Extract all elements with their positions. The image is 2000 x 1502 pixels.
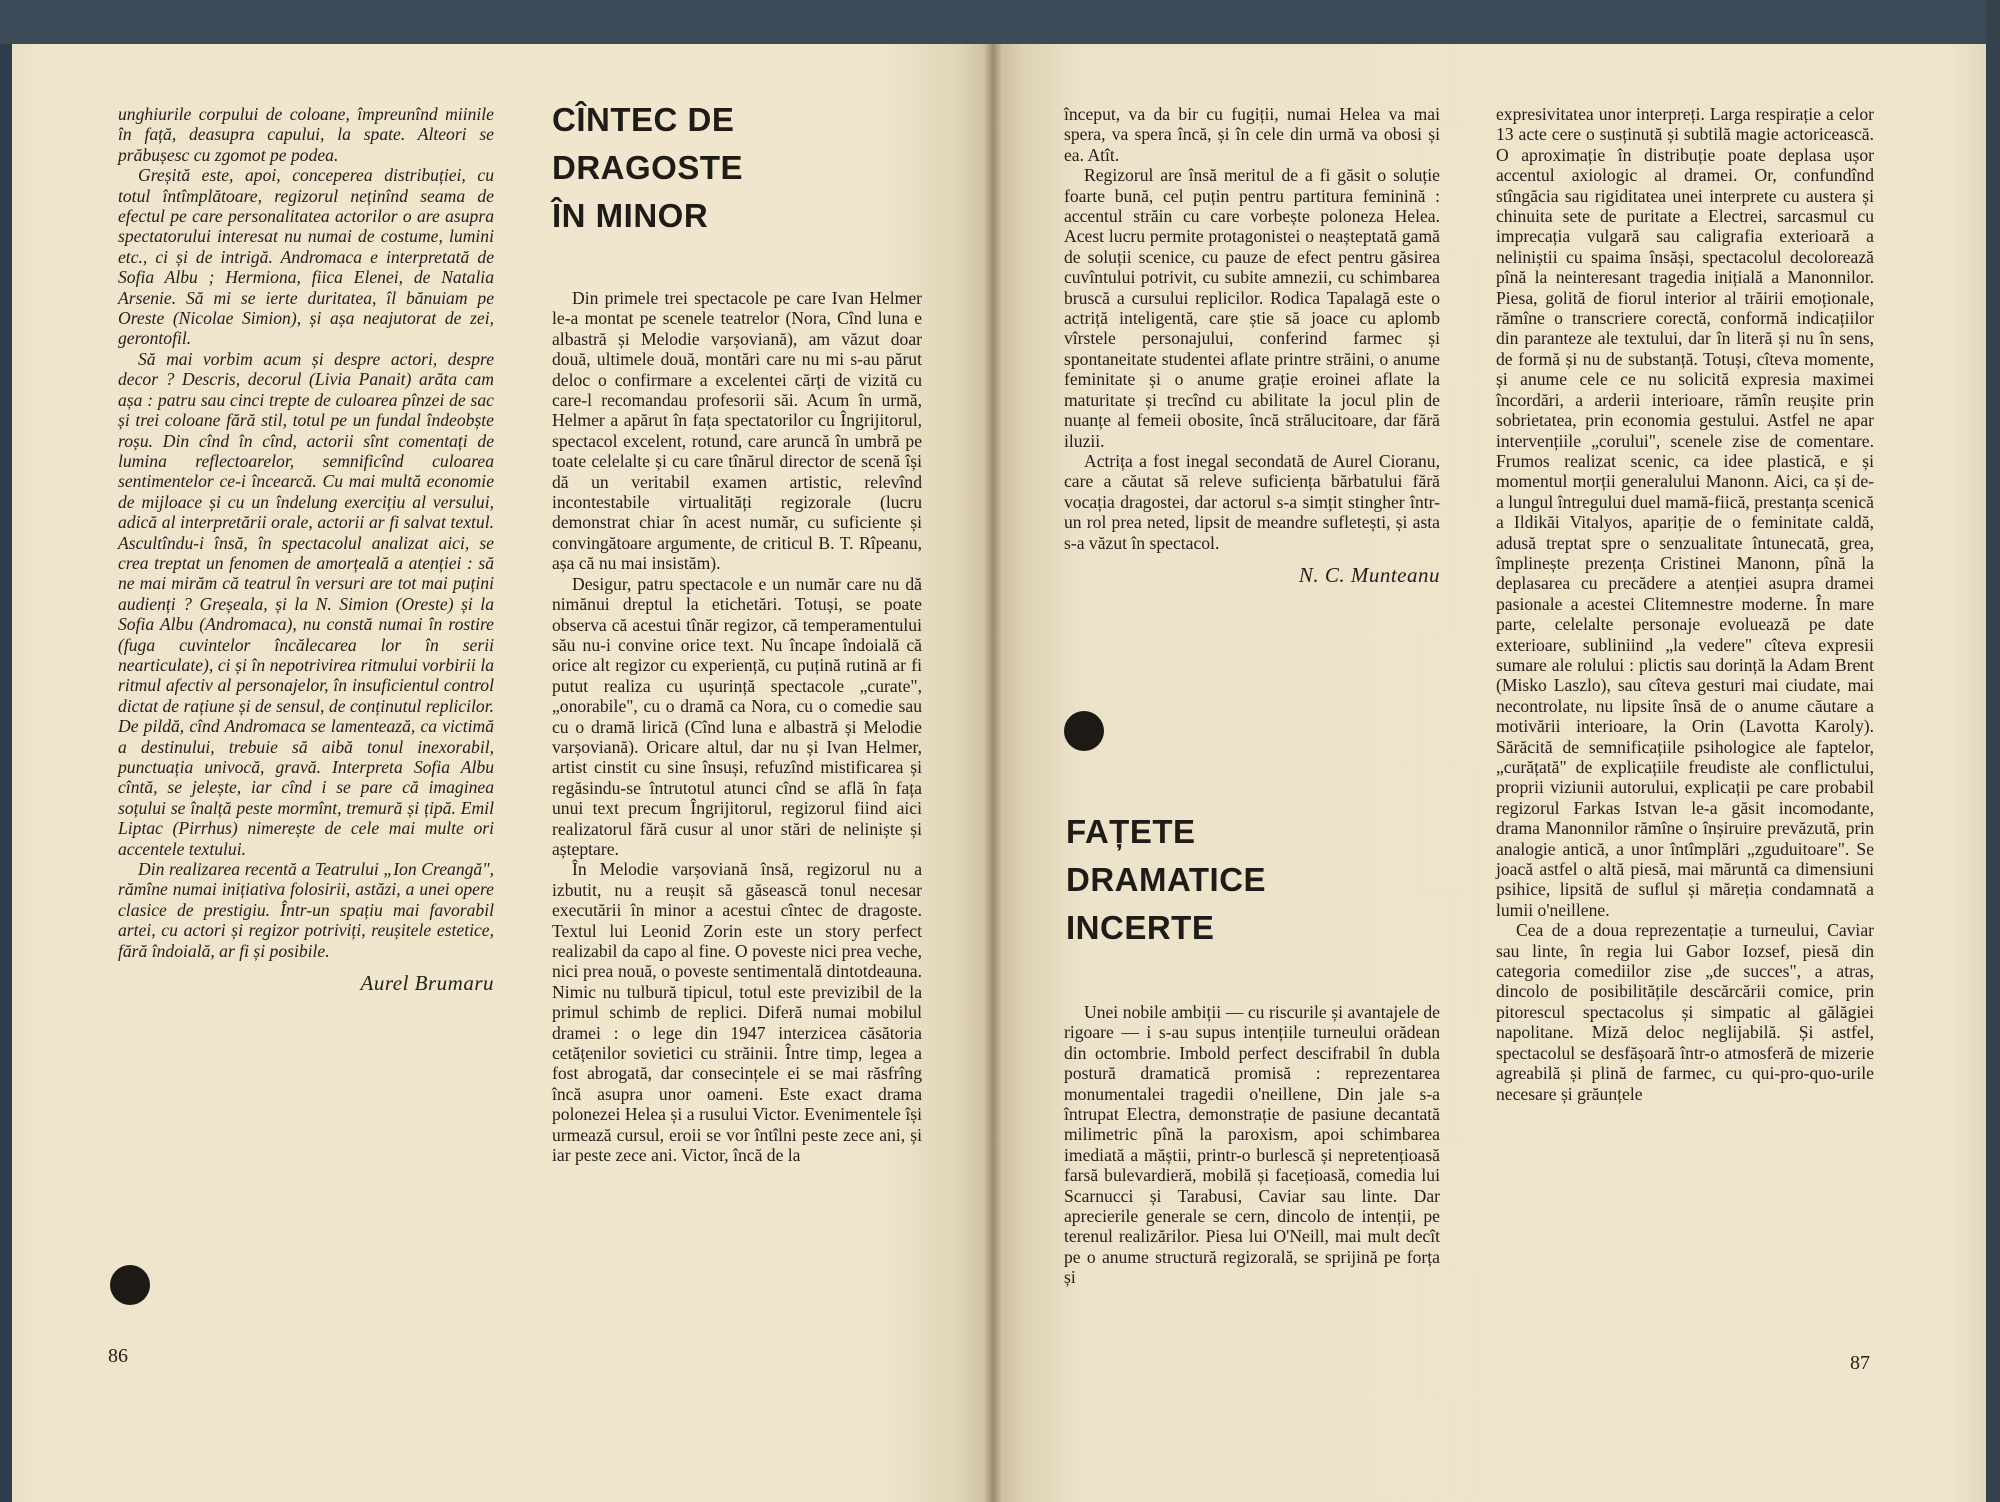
paragraph: Greșită este, apoi, conceperea distribuției, cu totul întîmplătoare, regizorul neținînd seama de efectul pe care personalitatea actorilor o are asupra spectatorului interesat nu numai de costume, lumini etc., ci și de intrigă. Andromaca e interpretată de Sofia Albu ; Hermiona, fiica Elenei, de Natalia Arsenie. Să mi se ierte duritatea, îl bănuiam pe Oreste (Nicolae Simion), și așa neajutorat de zei, gerontofil. [118,165,494,349]
paragraph: Din primele trei spectacole pe care Ivan Helmer le-a montat pe scenele teatrelor (Nora, Cînd luna e albastră și Melodie varșoviană), am văzut doar două, ultimele două, montări care nu mi s-au părut deloc o confirmare a excelentei cărți de vizită cu care-l recomandau profesorii săi. Acum în urmă, Helmer a apărut în fața spectatorilor cu Îngrijitorul, spectacol excelent, rotund, care aruncă în umbră pe toate celelalte și cu care tînărul director de scenă își dă un veritabil examen artistic, relevînd incontestabile virtualități regizorale (lucru demonstrat chiar în acest număr, cu suficiente și convingătoare argumente, de criticul B. T. Rîpeanu, așa că nu mai insistăm). [552,288,922,574]
paragraph: unghiurile corpului de coloane, împreunînd miinile în față, deasupra capului, la spate. Alteori se prăbușesc cu zgomot pe podea. [118,104,494,165]
book-cover-right-edge [1986,0,2000,1502]
left-column-1 [118,104,494,996]
paragraph: Unei nobile ambiții — cu riscurile și avantajele de rigoare — i s-au supus intențiile turneului orădean din octombrie. Imbold perfect descifrabil în dubla postură dramatică promisă : reprezentarea monumentalei tragedii o'neillene, Din jale s-a întrupat Electra, demonstrație de pasiune decantată milimetric pînă la paroxism, apoi schimbarea imediată a măștii, printr-o burlescă și nepretențioasă farsă bulevardieră, mobilă și facețioasă, comedia lui Scarnucci și Tarabusi, Caviar sau linte. Dar aprecierile generale se cern, dincolo de intenții, pe terenul realizărilor. Piesa lui O'Neill, mai mult decît pe o anume structură regizorală, se sprijină pe forța și [1064,1002,1440,1288]
page-number-right: 87 [1850,1352,1870,1374]
right-column-1-article3 [1064,1002,1440,1288]
paragraph: Cea de a doua reprezentație a turneului, Caviar sau linte, în regia lui Gabor Iozsef, piesă din categoria comediilor zise „de succes", a atras, dincolo de posibilitățile descărcării comice, prin pitorescul spectacolus și simpatic al gălăgiei napolitane. Miză deloc neglijabilă. Și astfel, spectacolul se desfășoară într-o atmosferă de mizerie agreabilă și plină de farmec, cu qui-pro-quo-urile necesare și grăunțele [1496,920,1874,1104]
headline-line: INCERTE [1066,909,1215,946]
article-headline-cintec [552,96,743,240]
book-cover-left-edge [0,44,12,1502]
paragraph: Desigur, patru spectacole e un număr care nu dă nimănui dreptul la etichetări. Totuși, se poate observa că acestui tînăr regizor, că temperamentului său nu-i convine orice text. Nu încape îndoială că orice alt regizor cu experiență, cu puțină rutină ar fi putut realiza cu ușurință spectacole „curate", „onorabile", cu o dramă ca Nora, cu o comedie sau cu o dramă lirică (Cînd luna e albastră și Melodie varșoviană). Oricare altul, dar nu și Ivan Helmer, artist cinstit cu sine însuși, refuzînd mistificarea și regăsindu-se întrutotul atunci cînd se află în fața unui text precum Îngrijitorul, regizorul fiind aici realizatorul fără cusur al unor stări de neliniște și așteptare. [552,573,922,859]
paragraph: Actrița a fost inegal secondată de Aurel Cioranu, care a căutat să releve suficiența bărbatului fără vocația dragostei, dar actorul s-a simțit stingher într-un rol prea neted, lipsit de meandre sufletești, și asta s-a văzut în spectacol. [1064,450,1440,553]
paragraph: început, va da bir cu fugiții, numai Helea va mai spera, va spera încă, și în cele din urmă va obosi și ea. Atît. [1064,104,1440,165]
headline-line: DRAMATICE [1066,861,1267,898]
author-signature: N. C. Munteanu [1298,562,1440,587]
paragraph: expresivitatea unor interpreți. Larga respirație a celor 13 acte cere o susținută și subtilă magie actoricească. O aproximație în distribuție poate deplasa ușor accentul axiologic al dramei. Or, confundînd stîngăcia sau rigiditatea unei interprete cu austera și chinuita sete de puritate a Electrei, sarcasmul cu imprecația vulgară sau caligrafia exterioară a neliniștii cu spaima însăși, spectacolul decolorează pînă la neinteresant tragedia inițială a Manonnilor. Piesa, golită de fiorul interior al trăirii emoționale, rămîne o transcriere corectă, conformă indicațiilor din paranteze ale textului, dar în literă și nu în sens, de formă și nu de substanță. Totuși, cîteva momente, și anume cele ce nu solicită expresia maximei încordări, a arderii interioare, rămîn reușite prin sobrietatea, prin economia gestului. Astfel ne apar intervențiile „corului", scenele zise de comentare. Frumos realizat scenic, ca idee plastică, e și momentul morții generalului Manonn. Aici, ca și de-a lungul întregului duel mamă-fiică, prestanța scenică a Ildikăi Vitalyos, apariție de o feminitate caldă, adusă treptat spre o senzualitate întunecată, grea, împlinește prezența Cristinei Manonn, pînă la deplasarea cu precădere a atenției asupra dramei pasionale a acestei Clitemnestre moderne. În mare parte, celelalte personaje evoluează pe date exterioare, subliniind „la vedere" cîteva expresii sumare ale rolului : plictis sau dorință la Adam Brent (Misko Laszlo), sau cîteva gesturi mai ciudate, mai necontrolate, nu lipsite însă de o anume căutare a motivării interioare, la Orin (Lavotta Karoly). Sărăcită de semnificațiile psihologice ale faptelor, „curățată" de explicațiile freudiste ale conflictului, proprii viziunii autorului, explicații pe care probabil regizorul Farkas Istvan le-a găsit incomodante, drama Manonnilor rămîne o înșiruire prevăzută, prin analogie antică, a unor întîmplări „zguduitoare". Se joacă astfel o altă piesă, mai măruntă ca dimensiuni psihice, lipsită de suflul și măreția condamnată a lumii o'neillene. [1496,104,1874,920]
book-cover-top-edge [0,0,2000,44]
paragraph: Din realizarea recentă a Teatrului „Ion Creangă", rămîne numai inițiativa folosirii, astăzi, a unei opere clasice de prestigiu. Într-un spațiu mai favorabil artei, cu actori și regizor potriviți, reușitele estetice, fără îndoială, ar fi și posibile. [118,859,494,961]
book-spine [984,44,1002,1502]
right-column-1 [1064,104,1440,585]
paragraph: Să mai vorbim acum și despre actori, despre decor ? Descris, decorul (Livia Panait) arăta cam așa : patru sau cinci trepte de culoarea pînzei de sac și trei coloane fără stil, totul pe un fundal îndeobște roșu. Din cînd în cînd, actorii sînt comentați de lumina reflectoarelor, semnificînd culoarea sentimentelor ce-i încearcă. Cu mai multă economie de mijloace și cu un îndelung exercițiu al versului, adică al interpretării orale, actorii ar fi salvat textul. Ascultîndu-i însă, în spectacolul analizat aici, se crea treptat un fenomen de amorțeală a atenției : să ne mai mirăm că teatrul în versuri are tot mai puțini audienți ? Greșeala, și la N. Simion (Oreste) și la Sofia Albu (Andromaca), nu constă numai în rostire (fuga cuvintelor încălecarea lor în serii nearticulate), ci și în nepotrivirea ritmului vorbirii la ritmul afectiv al personajelor, în insuficientul control dictat de rațiune și de sensul, de conținutul replicilor. De pildă, cînd Andromaca se lamentează, ca victimă a destinului, trebuie să aibă tonul inexorabil, punctuația univocă, gravă. Interpreta Sofia Albu cîntă, se jelește, iar cînd i se pare că imaginea soțului se înalță peste mormînt, tremură și țipă. Emil Liptac (Pirrhus) nimerește de cele mai multe ori accentele textului. [118,348,494,859]
section-bullet [1064,711,1104,751]
paragraph: În Melodie varșoviană însă, regizorul nu a izbutit, nu a reușit să găsească tonul necesar executării în minor a acestui cîntec de dragoste. Textul lui Leonid Zorin este un story perfect realizabil da capo al fine. O poveste nici prea veche, nici prea nouă, o poveste sentimentală dintotdeauna. Nimic nu tulbură tipicul, totul este previzibil de la primul schimb de replici. Diferă numai mobilul dramei : o lege din 1947 interzicea căsătoria cetățenilor sovietici cu străinii. Între timp, legea a fost abrogată, dar consecințele ei se mai răsfrîng încă asupra unor oameni. Este exact drama polonezei Helea și a rusului Victor. Evenimentele își urmează cursul, eroii se vor întîlni peste zece ani, și iar peste zece ani. Victor, încă de la [552,859,922,1166]
author-signature: Aurel Brumaru [360,971,494,996]
headline-line: FAȚETE [1066,813,1196,850]
right-column-2 [1496,104,1874,1104]
headline-line: ÎN MINOR [552,197,709,234]
paragraph: Regizorul are însă meritul de a fi găsit o soluție foarte bună, cel puțin pentru partitura feminină : accentul străin cu care vorbește poloneza Helea. Acest lucru permite protagonistei o neașteptată gamă de soluții scenice, cu pauze de efect pentru găsirea cuvîntului potrivit, cu subite amnezii, cu schimbarea bruscă a cursului replicilor. Rodica Tapalagă este o actriță inteligentă, care știe să joace cu aplomb vîrstele personajului, conferind farmec și spontaneitate studentei aflate printre străini, o anume feminitate și o anume grație eroinei aflate la maturitate și trecînd cu abilitate la jocul plin de nuanțe al femeii obosite, încă strălucitoare, dar fără iluzii. [1064,165,1440,451]
headline-line: CÎNTEC DE [552,101,735,138]
page-number-left: 86 [108,1345,128,1367]
headline-line: DRAGOSTE [552,149,744,186]
left-column-2 [552,288,922,1165]
section-bullet [110,1265,150,1305]
article-headline-fatete [1066,808,1266,952]
